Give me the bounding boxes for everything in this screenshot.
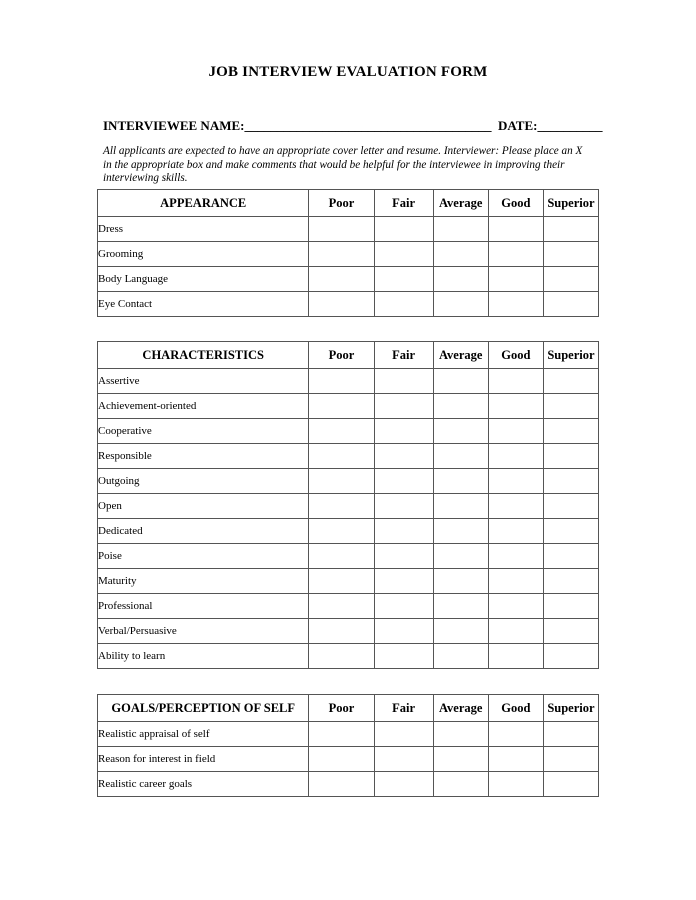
rating-cell-superior[interactable] [543,369,598,394]
rating-cell-superior[interactable] [543,267,598,292]
rating-cell-poor[interactable] [309,292,374,317]
rating-cell-poor[interactable] [309,544,374,569]
rating-header-superior: Superior [543,190,598,217]
rating-cell-average[interactable] [433,369,488,394]
rating-cell-good[interactable] [488,242,543,267]
rating-cell-superior[interactable] [543,569,598,594]
rating-header-average: Average [433,190,488,217]
rating-cell-good[interactable] [488,494,543,519]
interviewee-name-label: INTERVIEWEE NAME: [103,118,245,133]
rating-cell-superior[interactable] [543,772,598,797]
table-row [98,594,599,619]
rating-cell-poor[interactable] [309,217,374,242]
table-row [98,747,599,772]
rating-cell-poor[interactable] [309,242,374,267]
rating-cell-superior[interactable] [543,444,598,469]
rating-cell-good[interactable] [488,444,543,469]
rating-cell-superior[interactable] [543,292,598,317]
interviewee-line [103,118,602,134]
rating-cell-average[interactable] [433,469,488,494]
criterion-label: Body Language [98,267,309,292]
rating-cell-fair[interactable] [374,369,433,394]
form-title: JOB INTERVIEW EVALUATION FORM [208,64,488,80]
criterion-label: Assertive [98,369,309,394]
rating-cell-good[interactable] [488,292,543,317]
rating-cell-superior[interactable] [543,469,598,494]
table-row [98,772,599,797]
table-row [98,619,599,644]
rating-cell-poor[interactable] [309,619,374,644]
rating-cell-poor[interactable] [309,494,374,519]
rating-cell-superior[interactable] [543,419,598,444]
rating-header-good: Good [488,695,543,722]
rating-cell-good[interactable] [488,569,543,594]
section-heading: CHARACTERISTICS [98,342,309,369]
rating-cell-average[interactable] [433,292,488,317]
rating-cell-superior[interactable] [543,544,598,569]
table-header-row [98,190,599,217]
rating-cell-good[interactable] [488,619,543,644]
rating-cell-superior[interactable] [543,242,598,267]
rating-cell-poor[interactable] [309,444,374,469]
table-row [98,419,599,444]
rating-header-average: Average [433,695,488,722]
rating-header-good: Good [488,342,543,369]
criterion-label: Achievement-oriented [98,394,309,419]
rating-cell-good[interactable] [488,217,543,242]
criterion-label: Professional [98,594,309,619]
rating-cell-average[interactable] [433,594,488,619]
rating-cell-poor[interactable] [309,569,374,594]
rating-cell-fair[interactable] [374,519,433,544]
rating-cell-average[interactable] [433,394,488,419]
rating-header-superior: Superior [543,342,598,369]
rating-cell-superior[interactable] [543,494,598,519]
table-row [98,242,599,267]
rating-cell-superior[interactable] [543,722,598,747]
rating-cell-average[interactable] [433,544,488,569]
table-row [98,369,599,394]
rating-header-poor: Poor [309,695,374,722]
rating-cell-poor[interactable] [309,469,374,494]
criterion-label: Dedicated [98,519,309,544]
rating-cell-average[interactable] [433,619,488,644]
table-row [98,519,599,544]
rating-cell-fair[interactable] [374,544,433,569]
rating-cell-poor[interactable] [309,369,374,394]
goals-table [97,694,599,797]
rating-cell-fair[interactable] [374,469,433,494]
criterion-label: Poise [98,544,309,569]
rating-cell-poor[interactable] [309,519,374,544]
rating-cell-poor[interactable] [309,772,374,797]
table-row [98,722,599,747]
rating-cell-average[interactable] [433,722,488,747]
rating-header-poor: Poor [309,342,374,369]
rating-cell-fair[interactable] [374,722,433,747]
rating-cell-average[interactable] [433,419,488,444]
rating-cell-superior[interactable] [543,619,598,644]
rating-cell-good[interactable] [488,469,543,494]
criterion-label: Realistic appraisal of self [98,722,309,747]
rating-cell-fair[interactable] [374,217,433,242]
criterion-label: Outgoing [98,469,309,494]
rating-header-superior: Superior [543,695,598,722]
rating-cell-average[interactable] [433,644,488,669]
table-row [98,267,599,292]
criterion-label: Realistic career goals [98,772,309,797]
rating-header-fair: Fair [374,695,433,722]
appearance-table [97,189,599,317]
table-row [98,217,599,242]
rating-cell-fair[interactable] [374,419,433,444]
rating-cell-good[interactable] [488,644,543,669]
rating-cell-poor[interactable] [309,419,374,444]
criterion-label: Dress [98,217,309,242]
criterion-label: Verbal/Persuasive [98,619,309,644]
rating-cell-average[interactable] [433,267,488,292]
section-heading: GOALS/PERCEPTION OF SELF [98,695,309,722]
rating-cell-superior[interactable] [543,747,598,772]
rating-cell-average[interactable] [433,494,488,519]
rating-cell-good[interactable] [488,544,543,569]
rating-cell-average[interactable] [433,747,488,772]
criterion-label: Responsible [98,444,309,469]
rating-cell-poor[interactable] [309,594,374,619]
rating-cell-good[interactable] [488,419,543,444]
rating-cell-fair[interactable] [374,619,433,644]
rating-cell-fair[interactable] [374,444,433,469]
rating-cell-fair[interactable] [374,569,433,594]
rating-cell-fair[interactable] [374,747,433,772]
rating-cell-superior[interactable] [543,594,598,619]
rating-cell-good[interactable] [488,394,543,419]
rating-cell-good[interactable] [488,369,543,394]
table-row [98,469,599,494]
rating-cell-average[interactable] [433,444,488,469]
rating-cell-fair[interactable] [374,292,433,317]
rating-header-fair: Fair [374,190,433,217]
table-row [98,569,599,594]
table-header-row [98,695,599,722]
section-heading: APPEARANCE [98,190,309,217]
rating-cell-fair[interactable] [374,394,433,419]
characteristics-table [97,341,599,669]
rating-header-poor: Poor [309,190,374,217]
table-row [98,292,599,317]
rating-cell-poor[interactable] [309,722,374,747]
criterion-label: Eye Contact [98,292,309,317]
criterion-label: Maturity [98,569,309,594]
rating-cell-superior[interactable] [543,519,598,544]
criterion-label: Cooperative [98,419,309,444]
rating-cell-average[interactable] [433,217,488,242]
rating-cell-superior[interactable] [543,644,598,669]
rating-cell-fair[interactable] [374,242,433,267]
rating-header-good: Good [488,190,543,217]
date-label: DATE: [497,118,538,133]
rating-cell-superior[interactable] [543,217,598,242]
rating-cell-average[interactable] [433,519,488,544]
rating-cell-poor[interactable] [309,644,374,669]
rating-cell-fair[interactable] [374,267,433,292]
rating-cell-average[interactable] [433,569,488,594]
table-row [98,394,599,419]
table-row [98,644,599,669]
criterion-label: Grooming [98,242,309,267]
table-row [98,444,599,469]
date-field[interactable]: __________ [537,118,603,133]
rating-cell-poor[interactable] [309,747,374,772]
criterion-label: Reason for interest in field [98,747,309,772]
rating-header-average: Average [433,342,488,369]
interviewee-name-field[interactable]: ______________________________________ [244,118,492,133]
table-header-row [98,342,599,369]
criterion-label: Open [98,494,309,519]
rating-cell-fair[interactable] [374,594,433,619]
table-row [98,494,599,519]
rating-cell-good[interactable] [488,747,543,772]
rating-cell-average[interactable] [433,772,488,797]
criterion-label: Ability to learn [98,644,309,669]
instructions-text: All applicants are expected to have an appropriate cover letter and resume. Interviewer: Please place an X in the appropriate box and make comments that would be helpful for the interviewee in improving their interviewing skills. [103,145,583,184]
rating-cell-good[interactable] [488,519,543,544]
rating-cell-good[interactable] [488,772,543,797]
table-row [98,544,599,569]
rating-cell-good[interactable] [488,267,543,292]
rating-cell-good[interactable] [488,722,543,747]
rating-cell-fair[interactable] [374,772,433,797]
rating-cell-good[interactable] [488,594,543,619]
rating-cell-poor[interactable] [309,267,374,292]
rating-cell-superior[interactable] [543,394,598,419]
rating-cell-poor[interactable] [309,394,374,419]
rating-cell-fair[interactable] [374,494,433,519]
rating-header-fair: Fair [374,342,433,369]
rating-cell-fair[interactable] [374,644,433,669]
rating-cell-average[interactable] [433,242,488,267]
